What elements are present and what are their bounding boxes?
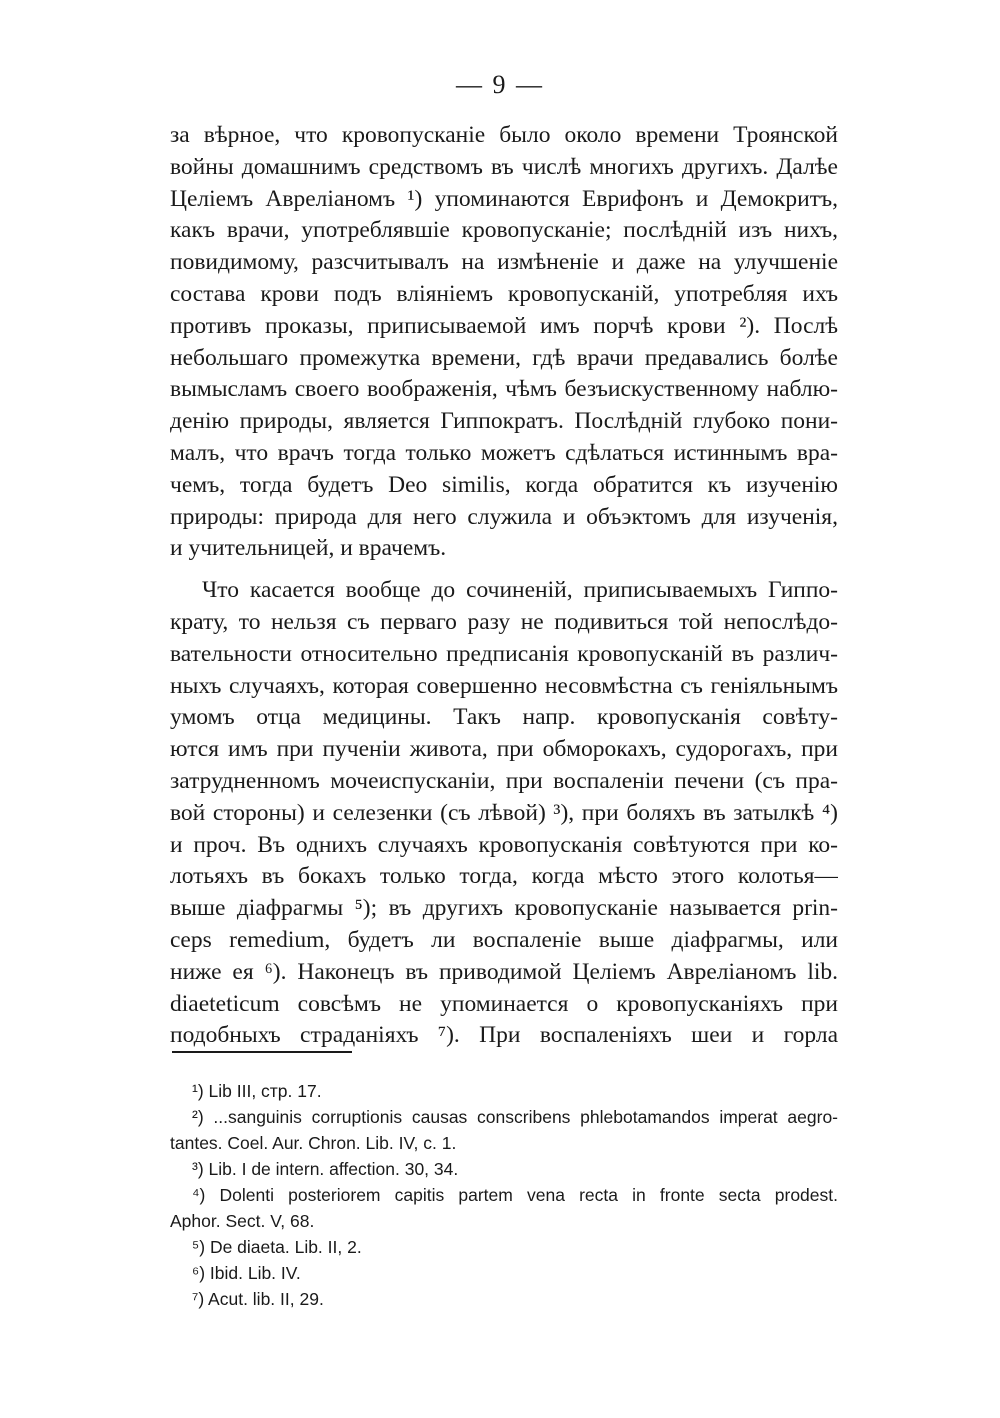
text-line: умомъ отца медицины. Такъ напр. кровопусканія совѣту- (170, 704, 838, 731)
footnote: ⁴) Dolenti posteriorem capitis partem vena recta in fronte secta prodest. (192, 1185, 838, 1205)
footnote: ¹) Lib III, стр. 17. (192, 1081, 322, 1101)
text-line: подобныхъ страданіяхъ ⁷). При воспаленіяхъ шеи и горла (170, 1022, 838, 1049)
footnote: ⁶) Ibid. Lib. IV. (192, 1263, 301, 1283)
text-line: природы: природа для него служила и объэктомъ для изученія, (170, 503, 838, 530)
text-line: противъ проказы, приписываемой имъ порчѣ крови ²). Послѣ (170, 312, 838, 339)
footnote-continuation: tantes. Coel. Aur. Chron. Lib. IV, c. 1. (170, 1133, 457, 1153)
text-line: повидимому, разсчитывалъ на измѣненіе и даже на улучшеніе (170, 249, 838, 276)
text-line: вымысламъ своего воображенія, чѣмъ безъискуственному наблю- (170, 376, 838, 403)
text-line: небольшаго промежутка времени, гдѣ врачи предавались болѣе (170, 344, 838, 371)
footnote: ⁷) Acut. lib. II, 29. (192, 1289, 324, 1309)
text-line: и учительницей, и врачемъ. (170, 535, 447, 562)
footnote: ⁵) De diaeta. Lib. II, 2. (192, 1237, 362, 1257)
text-line: лотьяхъ въ бокахъ только тогда, когда мѣсто этого колотья— (170, 863, 838, 890)
text-line: крату, то нельзя съ перваго разу не подивиться той непослѣдо- (170, 608, 838, 635)
text-line: вой стороны) и селезенки (съ лѣвой) ³), при боляхъ въ затылкѣ ⁴) (170, 799, 838, 826)
text-line: за вѣрное, что кровопусканіе было около времени Троянской (170, 122, 838, 148)
text-line: чемъ, тогда будетъ Deo similis, когда обратится къ изученію (170, 471, 838, 498)
footnote-divider (172, 1051, 352, 1053)
text-line: малъ, что врачъ тогда только можетъ сдѣлаться истиннымъ вра- (170, 439, 838, 466)
text-line: денію природы, является Гиппократъ. Послѣдній глубоко пони- (170, 408, 838, 435)
text-line: ются имъ при пученіи живота, при обморокахъ, судорогахъ, при (170, 736, 838, 763)
footnote: ³) Lib. I de intern. affection. 30, 34. (192, 1159, 459, 1179)
text-line: Целіемъ Авреліаномъ ¹) упоминаются Еврифонъ и Демокритъ, (170, 185, 838, 212)
text-line: состава крови подъ вліяніемъ кровопусканій, употребляя ихъ (170, 280, 838, 307)
text-line: ниже ея ⁶). Наконецъ въ приводимой Целіемъ Авреліаномъ lib. (170, 958, 838, 985)
text-line: выше діафрагмы ⁵); въ другихъ кровопусканіе называется prin- (170, 895, 838, 922)
text-line: diaeteticum совсѣмъ не упоминается о кровопусканіяхъ при (170, 990, 838, 1017)
text-line: затрудненномъ мочеиспусканіи, при воспаленіи печени (съ пра- (170, 767, 838, 794)
text-line: какъ врачи, употреблявшіе кровопусканіе; послѣдній изъ нихъ, (170, 217, 838, 244)
page-number: — 9 — (456, 70, 544, 99)
text-line: ныхъ случаяхъ, которая совершенно несовмѣстна съ геніяльнымъ (170, 672, 838, 699)
paragraph-gap (170, 565, 838, 575)
text-line: ceps remedium, будетъ ли воспаленіе выше діафрагмы, или (170, 926, 838, 953)
footnote-continuation: Aphor. Sect. V, 68. (170, 1211, 315, 1231)
footnotes (170, 1078, 838, 1312)
footnote: ²) ...sanguinis corruptionis causas conscribens phlebotamandos imperat aegro- (192, 1107, 838, 1127)
text-line: Что касается вообще до сочиненій, приписываемыхъ Гиппо- (202, 577, 838, 604)
text-line: и проч. Въ однихъ случаяхъ кровопусканія совѣтуются при ко- (170, 831, 838, 858)
body-text (170, 120, 838, 1052)
text-line: войны домашнимъ средствомъ въ числѣ многихъ другихъ. Далѣе (170, 153, 838, 180)
text-line: вательности относительно предписанія кровопусканій въ различ- (170, 640, 838, 667)
